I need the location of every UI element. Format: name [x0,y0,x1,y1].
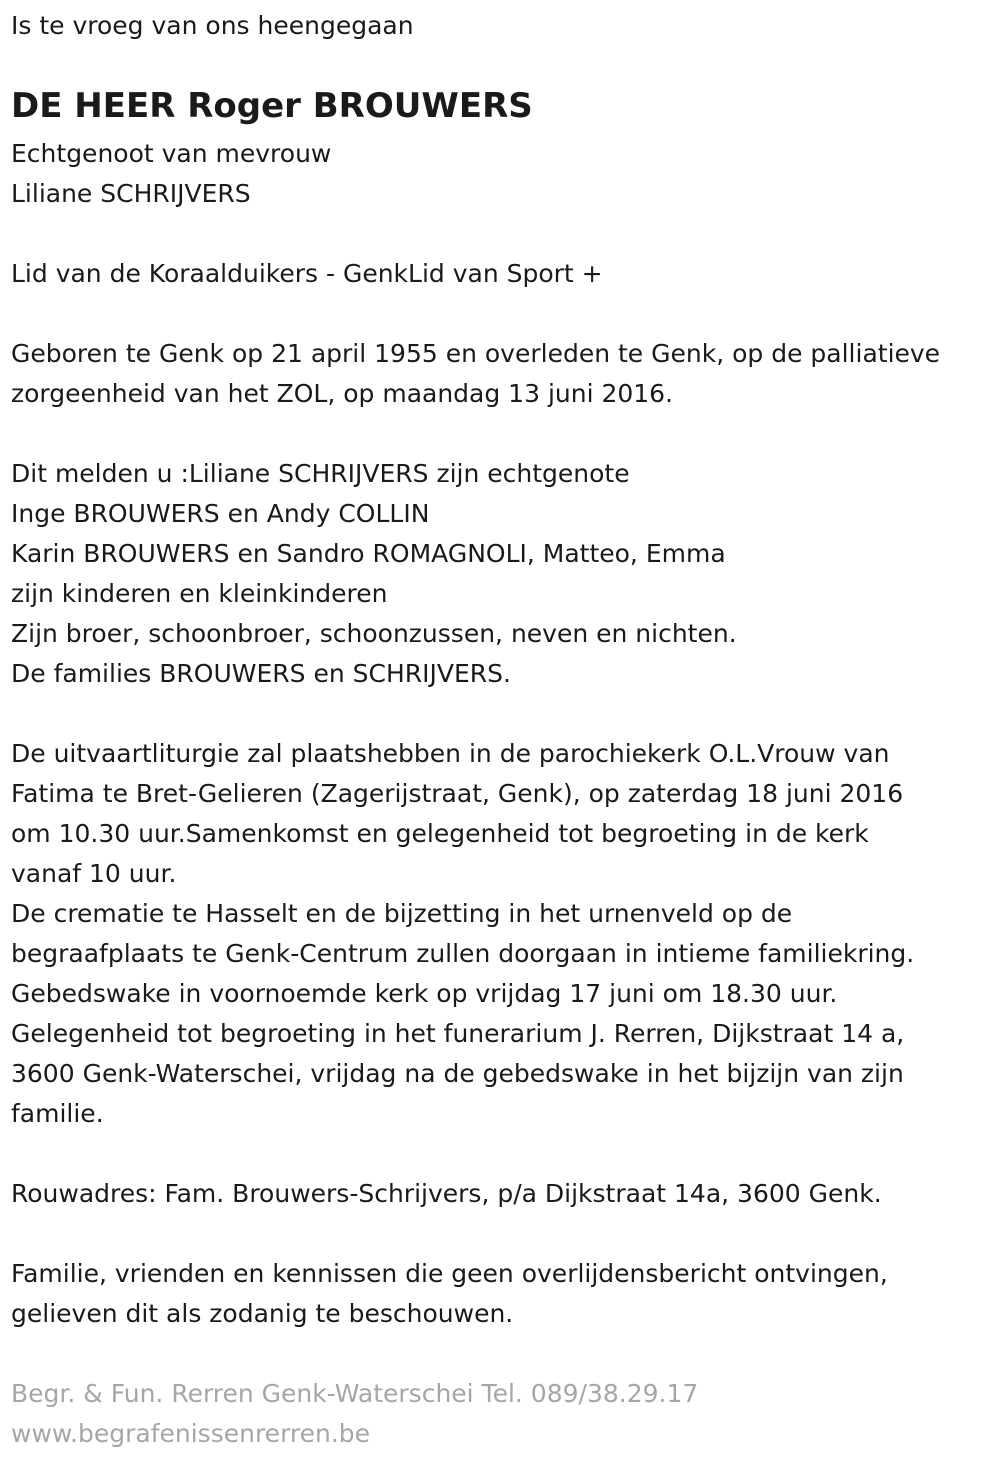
service-line: Gelegenheid tot begroeting in het funerarium J. Rerren, Dijkstraat 14 a, [11,1019,905,1048]
intro-text: Is te vroeg van ons heengegaan [11,11,414,40]
spouse-line: Liliane SCHRIJVERS [11,179,251,208]
service-line: Fatima te Bret-Gelieren (Zagerijstraat, Genk), op zaterdag 18 juni 2016 [11,779,904,808]
footer [11,1374,698,1454]
service-line: familie. [11,1099,104,1128]
birth-death-line: zorgeenheid van het ZOL, op maandag 13 juni 2016. [11,379,674,408]
membership-block [11,254,603,294]
family-line: Dit melden u :Liliane SCHRIJVERS zijn echtgenote [11,459,630,488]
mourning-address: Rouwadres: Fam. Brouwers-Schrijvers, p/a Dijkstraat 14a, 3600 Genk. [11,1179,882,1208]
service-line: De crematie te Hasselt en de bijzetting in het urnenveld op de [11,899,793,928]
service-line: vanaf 10 uur. [11,859,177,888]
birth-death-line: Geboren te Genk op 21 april 1955 en overleden te Genk, op de palliatieve [11,339,941,368]
family-line: zijn kinderen en kleinkinderen [11,579,388,608]
service-block [11,734,914,1134]
family-line: Karin BROUWERS en Sandro ROMAGNOLI, Matteo, Emma [11,539,726,568]
website-link[interactable]: www.begrafenissenrerren.be [11,1419,371,1448]
notice-block [11,1254,888,1334]
membership-line: Lid van de Koraalduikers - GenkLid van Sport + [11,259,603,288]
family-line: Inge BROUWERS en Andy COLLIN [11,499,430,528]
notice-line: Familie, vrienden en kennissen die geen overlijdensbericht ontvingen, [11,1259,888,1288]
family-line: De families BROUWERS en SCHRIJVERS. [11,659,511,688]
notice-line: gelieven dit als zodanig te beschouwen. [11,1299,514,1328]
service-line: Gebedswake in voornoemde kerk op vrijdag 17 juni om 18.30 uur. [11,979,838,1008]
spouse-line: Echtgenoot van mevrouw [11,139,332,168]
birth-death-block [11,334,940,414]
funeral-home-info: Begr. & Fun. Rerren Genk-Waterschei Tel. 089/38.29.17 [11,1379,699,1408]
service-line: begraafplaats te Genk-Centrum zullen doorgaan in intieme familiekring. [11,939,915,968]
service-line: De uitvaartliturgie zal plaatshebben in de parochiekerk O.L.Vrouw van [11,739,890,768]
spouse-block [11,134,331,214]
service-line: om 10.30 uur.Samenkomst en gelegenheid tot begroeting in de kerk [11,819,869,848]
family-block [11,454,737,694]
deceased-name: DE HEER Roger BROUWERS [11,86,533,126]
family-line: Zijn broer, schoonbroer, schoonzussen, neven en nichten. [11,619,737,648]
service-line: 3600 Genk-Waterschei, vrijdag na de gebedswake in het bijzijn van zijn [11,1059,904,1088]
mourning-address-block [11,1174,882,1214]
